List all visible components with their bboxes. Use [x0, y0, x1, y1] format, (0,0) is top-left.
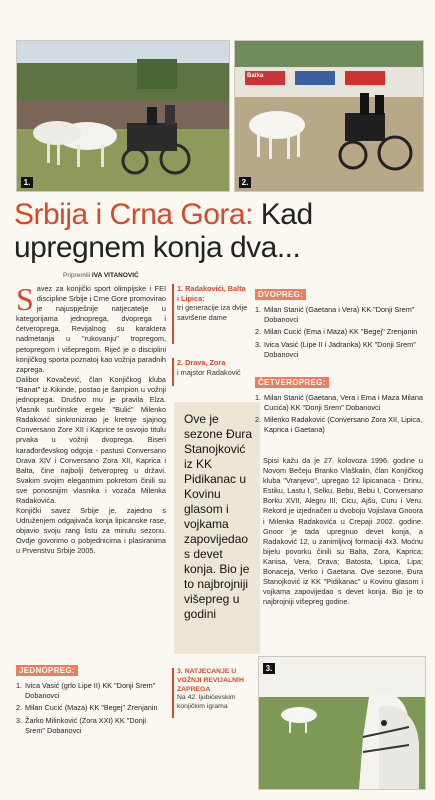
list-item: 1. Milan Stanić (Gaetana i Vera) KK "Donji Srem" Dobanovci [255, 305, 415, 324]
article-headline [14, 198, 424, 264]
dvopreg-list [255, 305, 423, 360]
jednopreg-heading: JEDNOPREG: [16, 665, 78, 676]
side-note-bar [172, 358, 174, 386]
cetveropreg-heading: ČETVEROPREG: [255, 377, 329, 388]
side-note-2 [177, 358, 249, 377]
list-item: 1. Ivica Vasić (grlo Lipe II) KK "Donji Srem" Dobanovci [16, 681, 156, 700]
list-item: 2. Milan Cucić (Ema i Maza) KK "Begej" Zrenjanin [255, 327, 418, 337]
pull-quote: Ove je sezone Đura Stanojković iz KK Pidikanac u Kovinu glasom i vojkama zapovijedao s devet konja. Bio je to najbrojniji višepreg u godini [174, 402, 260, 654]
side-note-text: i majstor Radaković [177, 367, 241, 377]
photo-carriage-show-ring [234, 40, 424, 192]
photo-white-horses-closeup [258, 656, 426, 790]
side-note-bar [172, 284, 174, 344]
side-note-title: 3. NATJECANJE U VOŽNJI REVIJALNIH ZAPREGA [177, 668, 244, 693]
cetveropreg-list [255, 393, 423, 435]
side-note-text: tri generacije iza dvije savršene dame [177, 303, 248, 322]
side-note-1 [177, 284, 249, 322]
jednopreg-box [16, 660, 166, 739]
byline-author: IVA VITANOVIĆ [91, 272, 139, 279]
photo-number-badge: 1. [21, 177, 33, 188]
list-item: 2. Milan Cucić (Maza) KK "Begej" Zrenjanin [16, 703, 158, 713]
list-item: 3. Žarko Milinković (Zora XXI) KK "Donji Srem" Dobanovci [16, 716, 146, 735]
dvopreg-box [255, 284, 423, 363]
side-note-3 [177, 668, 257, 712]
photo-number-badge: 3. [263, 663, 275, 674]
cetveropreg-box [255, 372, 423, 438]
photo-2-image [235, 41, 423, 191]
photo-3-image [259, 657, 425, 789]
list-item: 2. Milenko Radaković (Conversano Zora XII, Lipica, Kaprica i Gaetana) [255, 415, 423, 435]
banner-sign-text: Batka [247, 73, 264, 79]
drop-cap: S [16, 281, 34, 317]
photo-number-badge: 2. [239, 177, 251, 188]
dvopreg-heading: DVOPREG: [255, 289, 306, 300]
headline-part-1: Srbija i Crna Gora: [14, 198, 253, 231]
paragraph-3: Konjički savez Srbije je, zajedno s Udruženjem odgajivača konja lipicanske rase, objavio svoju rang listu za minulu sezonu. Ovdje govorimo o pobjednicima i plasiranima u Prvenstvu Srbije 2005. [16, 506, 166, 556]
photo-1-image [17, 41, 229, 191]
byline [63, 272, 139, 279]
right-text-column: Spisi kažu da je 27. kolovoza 1996. godine u Novom Bečeju Branko Vlaškalin, član Konjičkog kluba "Vranjevo", upregao 12 lipicanaca - Drinu, Estiku, Lastu I, Selku, Bebu, Bebu I, Conversano Borku XVII, Alegru III, Cicu, Ajšu, Curu i Veru. Rekord je izjednačen u dvoboju Vojislava Gnoora i Milenka Radakovića u Crepaji 2002. godine. Gnoor je tada upregnuo devet konja, a Radaković 12, u zanimljivoj formaciji 4x3. Moćnu bijelu povorku činili su Balta, Zora, Kaprica; Kanisa, Vera, Drava; Batosta, Lipica, Lipa; Bonaceja, Verko i Gaetana. Ove sezone, Đura Stanojković iz KK "Pidikanac" u Kovinu glasom i vojkama zapovijedao s devet konja. Bio je to najbrojniji višepreg godine. [263, 456, 423, 607]
byline-label: Pripremili [63, 272, 91, 279]
jednopreg-list [16, 681, 166, 736]
side-note-title: 2. Drava, Zora [177, 358, 226, 367]
side-note-text: Na 42. ljubičevskim konjičkim igrama [177, 694, 236, 711]
headline-part-2: Kad upregnem konja dva... [14, 198, 313, 264]
paragraph-1: avez za konjički sport olimpijske i FEI discipline Srbije i Crne Gore promovirao je najuspješnije natjecatelje u kategorijama jednoprega, dvoprega i četveroprega. Revijalnog su karaktera nadmetanja u "rukovanju" tropregom, petopregom i višepregom. Riječ je o disciplini konjičkog sporta poznatoj kao vožnja paradnih zaprega. [16, 284, 166, 374]
side-note-bar [172, 668, 174, 718]
photo-carriage-white-horses [16, 40, 230, 192]
list-item: 1. Milan Stanić (Gaetana, Vera i Ema i Maza Milana Cucića) KK "Donji Srem" Dobanovci [255, 393, 423, 412]
side-note-title: 1. Radakovići, Balta i Lipica: [177, 284, 246, 303]
paragraph-2: Dalibor Kovačević, član Konjičkog kluba "Banat" iz Kikinde, postao je šampion u vožnji jednoprega. Društvo mu je pravila Elza. Vlasnik surčinske ergele "Bulić" Milenko Radaković sinkronizirao je kretnje sjajnog Conversano Zore XII i Kaprice te osvojio titulu prvaka u vožnji dvoprega. Biseri karađorđevskog odgoja - pastusi Conversano Drava XIV i Conversano Zora XII, Kaprica i Balta, čine najbolji četveropreg u državi. Svakim svojim elegantnim pokretom činili su sve ponosnijim vlasnika i vozača Milenka Radakovića. [16, 374, 166, 505]
main-text-column [16, 281, 166, 557]
list-item: 3. Ivica Vasić (Lipe II i Jadranka) KK "Donji Srem" Dobanovci [255, 340, 416, 359]
